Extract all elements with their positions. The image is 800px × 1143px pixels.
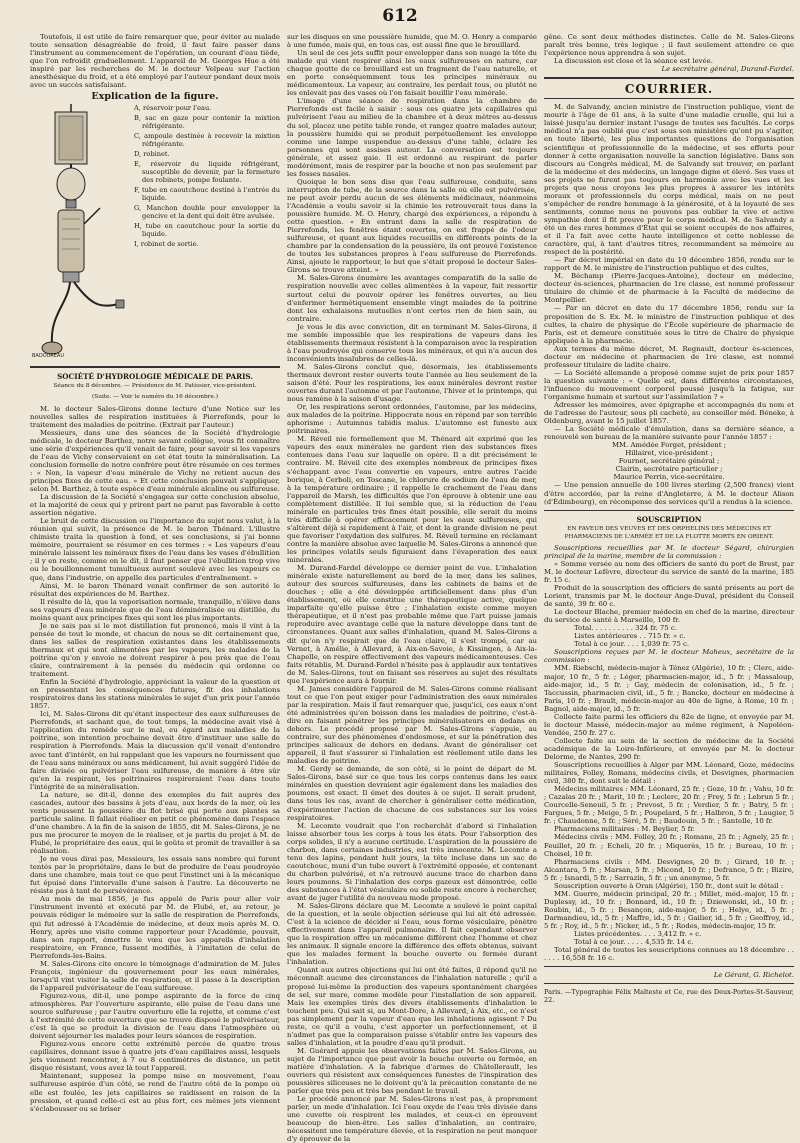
body-paragraph: — Une pension annuelle de 100 livres sterling (2,500 francs) vient d'être accordée, par la reine d'Angleterre, à M. le docteur Alison (d'Édimbourg), en récompense des services qu'il a rendus à la science. xyxy=(544,481,794,506)
bureau-member: Maurice Perrin, vice-secrétaire. xyxy=(613,473,725,482)
body-paragraph: — Par décret impérial en date du 10 décembre 1856, rendu sur le rapport de M. le ministre de l'instruction publique et des cultes, xyxy=(544,256,794,273)
total-value: 4,535 fr. 14 c. xyxy=(645,938,694,947)
body-paragraph: Pharmaciens militaires : M. Beylier, 5 fr. xyxy=(554,825,695,834)
body-paragraph: Collecte faite parmi les officiers du 82e de ligne, et envoyée par M. le docteur Massé, médecin-major au même régiment, à Napoléon-Vendée, 250 fr. 27 c. xyxy=(544,712,794,737)
refrigeration-apparatus-illustration xyxy=(30,104,130,359)
body-paragraph: Je ne vous dirai pas, Messieurs, les essais sans nombre qui furent tentés par le propriétaire, dans le but de produire de l'eau poudroyée dans une chambre, mais tout ce que peut l'instinct uni à la mécanique fut épuisé dans l'intervalle d'une saison à l'autre. La découverte ne résiste pas à tant de persévérance. xyxy=(30,855,280,896)
legend-item: G, Manchon double pour envelopper la gencive et la dent qui doit être avulsée. xyxy=(134,204,280,221)
total-label: Total à ce jour. . . . xyxy=(574,640,639,649)
body-paragraph: M. Béchamp (Pierre-Jacques-Antoine), docteur en médecine, docteur ès-sciences, pharmacien de 1re classe, est nommé professeur titulaire de chimie et de pharmacie à la Faculté de médecine de Montpellier. xyxy=(544,272,794,305)
body-paragraph: Ici, M. Sales-Girons dit qu'étant inspecteur des eaux sulfureuses de Pierrefonds, et sachant que, de tout temps, la médecine avait visé à l'application du remède sur le mal, eu égard aux maladies de la poitrine, son intention prochaine devait être d'instituer une salle de respiration à Pierrefonds. Mais la discussion qu'il venait d'entendre avec tant d'intérêt, en lui rappelant que les vapeurs ne fournissent que de l'eau sans minéraux ou sans médicament, lui avait suggéré l'idée de faire divisée ou pulvériser l'eau sulfureuse, de manière à être sûr qu'en la respirant, les poitrinaires respireraient l'eau dans toute l'intégrité de sa minéralisation. xyxy=(30,710,280,791)
gerant-signature: Le Gérant, G. Richelot. xyxy=(713,971,794,980)
body-paragraph: Figurez-vous encore cette extrémité percée de quatre trous capillaires, donnant issue à quatre jets d'eau capillaires aussi, lesquels jets viennent rencontrer, à 7 ou 8 centimètres de distance, un petit disque résistant, vous avez là tout l'appareil. xyxy=(30,1040,280,1073)
total-line xyxy=(544,624,794,632)
body-paragraph: Adresser les mémoires, avec épigraphe et accompagnés du nom et de l'adresse de l'auteur, sous pli cacheté, au conseiller méd. Béneke, à Oldenburg, avant le 15 juillet 1857. xyxy=(544,401,794,426)
body-paragraph: Produit de la souscription des officiers de santé présents au port de Lorient, transmis par M. le docteur Ange-Duval, président du Conseil de santé, 39 fr. 60 c. xyxy=(544,584,794,609)
figure-legend xyxy=(134,104,280,250)
society-continued: (Suite. — Voir le numéro du 16 décembre.) xyxy=(92,394,218,401)
section-divider xyxy=(544,966,794,967)
body-paragraph: — Par un décret en date du 17 décembre 1856, rendu sur la proposition de S. Ex. M. le ministre de l'instruction publique et des cultes, la chaire de physique de l'École supérieure de pharmacie de Paris, est et demeure constituée sous le titre de Chaire de physique appliquée à la pharmacie. xyxy=(544,304,794,345)
body-paragraph: Maintenant, supposez la pompe mise en mouvement, l'eau sulfureuse aspirée d'un côté, se rend de l'autre côté de la pompe où elle est foulée, les jets capillaires se raidissent en raison de la pression, et quand celle-ci est au plus fort, ces mêmes jets viennent s'éclabousser ou se briser xyxy=(30,1072,280,1113)
bureau-member: Clairin, secrétaire particulier ; xyxy=(615,465,723,474)
printer-imprint: Paris. —Typographie Félix Malteste et Ce, rue des Deux-Portes-St-Sauveur, 22. xyxy=(544,988,794,1005)
legend-item: C, ampoule destinée à recevoir la mixtion réfrigérante. xyxy=(134,132,280,149)
body-paragraph: M. le docteur Sales-Girons donne lecture d'une Notice sur les nouvelles salles de respiration instituées à Pierrefonds, pour le traitement des maladies de poitrine. (Extrait par l'auteur.) xyxy=(30,404,280,429)
body-paragraph: L'image d'une séance de respiration dans la chambre de Pierrefonds est facile à saisir : sous ces quatre jets capillaires qui pulvérisent l'eau au milieu de la chambre et à deux mètres au-dessus du sol, placez une petite table ronde, et rangez quatre malades autour, la poussière humide qui se produit perpétuellement les enveloppe comme une lampe suspendue au-dessus d'une table, éclaire les personnes qui sont assises autour. La conversation est toujours générale, et assez gaie. Il est ordonné au respirant de parler modérément, mais de respirer par la bouche et non pas seulement par les fosses nasales. xyxy=(287,97,537,178)
body-paragraph: Or, les respirations seront ordonnées, l'automne, par les médecins, aux malades de la poitrine. Hippocrate nous en répond par son terrible aphorisme : Autumnus tabidis malus. L'automne est funeste aux poitrinaires. xyxy=(287,403,537,436)
body-paragraph: La discussion de la Société s'engagea sur cette conclusion absolue, et la majorité de ceux qui y prirent part ne parut pas favorable à cette assertion négative. xyxy=(30,493,280,518)
body-paragraph: Quoique le bon sens dise que l'eau sulfureuse, conduite, sans interruption de tube, de la source dans la salle où elle est pulvérisée, ne peut avoir perdu aucun de ses éléments médicinaux, néanmoins l'Académie a voulu savoir si la chimie les retrouverait tous dans la poussière humide. M. O. Henry, chargé des expériences, a répondu à cette question. « En entrant dans la salle de respiration de Pierrefonds, les fenêtres étant ouvertes, on est frappé de l'odeur sulfureuse, et quant aux liquides recueillis en différents points de la chambre par la condensation de la poussière, ils ont prouvé l'existence de toutes les substances propres à l'eau sulfureuse de Pierrefonds. Ainsi, ajoute le rapporteur, le but que s'était proposé le docteur Sales-Girons se trouve atteint. » xyxy=(287,177,537,275)
body-paragraph: Le bruit de cette discussion ou l'importance du sujet nous valut, à la réunion qui suivit, la présence de M. le baron Thénard. L'illustre chimiste traita la question à fond, et ses conclusions, si j'ai bonne mémoire, pourraient se résumer en ces termes : « Les vapeurs d'eau minérale laissent les minéraux fixes de l'eau dans les vases d'ébullition ; il y en reste, comme on le dit, il faut penser que l'ébullition trop vive ou le bouillonnement tumultueux auront soulevé avec les vapeurs ce que, dans l'industrie, on appelle des particules d'entraînement. » xyxy=(30,517,280,582)
body-paragraph: sur les disques en une poussière humide, que M. O. Henry a comparée à une fumée, mais qui, en tous cas, est aussi fine que le brouillard. xyxy=(287,33,537,50)
body-paragraph: — La Société allemande a proposé comme sujet de prix pour 1857 la question suivante : « Quelle est, dans différentes circonstances, l'influence du mouvement corporel poussé jusqu'à la fatigue, sur l'organisme humain et surtout sur l'assimilation ? » xyxy=(544,368,794,401)
body-paragraph: M. Sales-Girons énumère les avantages comparatifs de la salle de respiration nouvelle avec celles alimentées à la vapeur, fait ressortir surtout celui de pouvoir opérer les fenêtres ouvertes, au lieu d'enfermer hermétiquement ensemble vingt malades de la poitrine dont les exhalaisons mutuelles n'ont certes rien de bien sain, au contraire. xyxy=(287,274,537,323)
body-paragraph: M. James considère l'appareil de M. Sales-Girons comme réalisant tout ce que l'on peut exiger pour l'administration des eaux minérales par la respiration. Mais il faut remarquer que, jusqu'ici, ces eaux n'ont été administrées qu'en boisson dans les maladies de poitrine, c'est-à-dire en faisant pénétrer les principes minéralisateurs en dedans en dehors. Le procédé proposé par M. Sales-Girons s'appuie, au contraire, sur des phénomènes d'endosmose, et sur la pénétration des principes salicaux de dehors en dedans. Avant de généraliser cet appareil, il faut s'assurer si l'inhalation est réellement utile dans les maladies de poitrine. xyxy=(287,684,537,766)
section-divider xyxy=(544,98,794,99)
bureau-member: Hillairet, vice-président ; xyxy=(625,449,713,458)
legend-item: B, sac en gaze pour contenir la mixtion réfrigérante. xyxy=(134,114,280,131)
column-3 xyxy=(544,33,794,1093)
maker-credit: BADOUREAU xyxy=(32,353,65,360)
body-paragraph: Je vous le dis avec conviction, dit en terminant M. Sales-Girons, il me semble impossible que les respirations de vapeurs dans les établissements thermaux résistent à la comparaison avec la respiration à l'eau poudroyée qui conserve tous les minéraux, et qui n'a aucun des inconvénients insalubres de celles-là. xyxy=(287,322,537,363)
section-divider xyxy=(30,366,280,368)
body-paragraph: Souscription ouverte à Oran (Algérie), 150 fr., dont suit le détail : xyxy=(554,881,784,890)
total-label: Listes antérieures . . xyxy=(574,632,646,641)
general-total: Total général de toutes les souscriptions connues au 18 décembre . . . . . . 16,558 fr. 16 c. xyxy=(544,946,794,963)
figure-block xyxy=(30,104,280,362)
body-paragraph: M. Sales-Girons déclare que M. Lecomte a soulevé le point capital de la question, et la seule objection sérieuse qui lui ait été adressée. C'est à la science de décider si l'eau, sous forme vésiculaire, pénètre effectivement dans l'appareil pulmonaire. Il fait cependant observer que la respiration offre un mécanisme différent chez l'homme et chez les animaux. Il signale encore la différence des effets obtenus, suivant que les malades ferment la bouche ouverte ou fermée durant l'inhalation. xyxy=(287,902,537,967)
body-paragraph: MM. Riebschl, médecin-major à Ténez (Algérie), 10 fr. ; Clerc, aide-major, 10 fr., 5 fr. ; Léger, pharmacien-major, id., 5 fr. ; Massaloup, aide-major, id., 5 fr. ; Gay, médecin de colonisation, id., 5 fr. ; Taccussin, pharmacien civil, id., 5 fr. ; Bancke, docteur en médecine à Paris, 10 fr. ; Brault, médecin-major au 40e de ligne, à Rome, 10 fr. ; Bagnol, aide-major, id., 5 fr. xyxy=(544,664,794,713)
bureau-member: MM. Amédée Forget, président ; xyxy=(611,441,727,450)
body-paragraph: M. de Salvandy, ancien ministre de l'instruction publique, vient de mourir à l'âge de 61 ans, à la suite d'une maladie cruelle, qui lui a laissé jusqu'au dernier instant l'usage de toutes ses facultés. Le corps médical n'a pas oublié que c'est sous son ministère qu'ont pu s'agiter, en toute liberté, les plus importantes questions de l'organisation scientifique et professionnelle de la médecine, et ses efforts pour donner à cette organisation nouvelle la sanction législative. Dans son discours au Congrès médical, M. de Salvandy sut trouver, en parlant de la médecine et des médecins, un langage digne et élevé. Ses vues et ses projets ne furent pas toujours en harmonie avec les vues et les projets que nous croyons les plus propres à assurer les intérêts moraux et professionnels du corps médical, mais on ne peut s'empêcher de rendre hommage à la générosité, et à la loyauté de ses sentiments, comme nous ne pouvons pas oublier la vive et active sympathie dont il fit preuve pour le corps médical. M. de Salvandy a été un des rares hommes d'État qui se soient occupés de nos affaires, et il l'a fait avec cette haute intelligence et cette noblesse de caractère, qui, à tant d'autres titres, recommandent sa mémoire au respect de la postérité. xyxy=(544,103,794,257)
total-label: Total à ce jour. . . . . xyxy=(574,938,643,947)
body-paragraph: MM. Guerre, médecin principal, 20 fr. ; Millet, méd.-major, 15 fr. ; Duplessy, id., 10 fr. ; Bonnard, id., 10 fr. ; Dziewonski, id., 10 fr. ; Roubin, id., 5 fr. ; Besançon, aide-major, 5 fr. ; Helye, id., 5 fr. ; Darmandieu, id., 5 fr. ; Maffre, id., 5 fr. ; Gailier, id., 5 fr. ; Geoffroy, id., 5 fr. ; Roy, id., 5 fr. ; Nicker, id., 5 fr. ; Rodes, médecin-major, 15 fr. xyxy=(544,889,794,930)
total-value: 1,039 fr. 75 c. xyxy=(640,640,690,649)
body-paragraph: Médecins militaires : MM. Léonard, 25 fr. ; Goze, 10 fr. ; Vahu, 10 fr. ; Cazalas 20 fr. ; Marit, 10 fr. ; Leclerc, 20 fr. ; Frey, 5 fr. ; Lebrun 5 fr. ; Courcelle-Seneuil, 5 fr. ; Prevost, 5 fr. ; Verdier, 5 fr. ; Batry, 5 fr. ; Fargues, 5 fr. ; Meige, 5 fr. ; Poupelard, 5 fr. ; Halbron, 5 fr. ; Laugier, 5 fr. ; Chaudonne, 5 fr. ; Séré, 5 fr. ; Baudouin, 5 fr. ; Santelle, 10 fr. xyxy=(544,785,794,826)
total-label: Total. . . . . . . . . . xyxy=(574,624,633,633)
body-paragraph: Pharmaciens civils : MM. Desvignes, 20 fr. ; Girard, 10 fr. ; Alcantara, 5 fr. ; Marsan, 5 fr. ; Micond, 10 fr. ; Defrance, 5 fr. ; Bizire, 5 fr. ; Isnardi, 5 fr. ; Sarrazin, 5 fr. ; un anonyme, 5 fr. xyxy=(544,857,794,882)
body-paragraph: M. Gerdy se demande, de son côté, si le point de départ de M. Sales-Girons, basé sur ce que tous les corps contenus dans les eaux minérales en question devraient agir également dans les maladies des poumons, est exact. Il émet des doutes à ce sujet. Il serait prudent, dans tous les cas, avant de chercher à généraliser cette médication, d'expérimenter l'action de chacune de ces substances sur les voies respiratoires. xyxy=(287,765,537,822)
intro-paragraph: Toutefois, il est utile de faire remarquer que, pour éviter au malade toute sensation désagréable de froid, il faut faire passer dans l'instrument au commencement de l'opération, un courant d'eau tiède, que l'on refroidit graduellement. L'appareil de M. Georges Hue a été inspiré par les recherches de M. le docteur Velpeau sur l'action anesthésique du froid, et a été employé par l'auteur pendant deux mois avec un succès satisfaisant. xyxy=(30,33,281,90)
section-divider xyxy=(544,77,794,79)
legend-item: I, robinet de sortie. xyxy=(134,240,199,249)
body-paragraph: Médecins civils : MM. Folley, 20 fr. ; Romane, 25 fr. ; Agnely, 25 fr. ; Feuillet, 20 fr. ; Echeli, 20 fr. ; Miquerès, 15 fr. ; Bureau, 10 fr. ; Choisel, 10 fr. xyxy=(544,833,794,858)
body-paragraph: « Somme versée au nom des officiers de santé du port de Brest, par M. le docteur Lefèvre, directeur du service de santé de la marine, 185 fr. 15 c. xyxy=(544,559,794,584)
body-paragraph: Aux termes du même décret, M. Regnault, docteur ès-sciences, docteur en médecine et pharmacien de 1re classe, est nommé professeur titulaire de ladite chaire. xyxy=(544,344,794,369)
column-2 xyxy=(287,33,538,1143)
body-paragraph: M. Lecomte voudrait que l'on recherchât d'abord si l'inhalation laisse absorber tous les corps à tous les états. Pour l'absorption des corps solides, il n'y a aucune certitude. L'aspiration de la poussière de charbon, dans certaines industries, est très innocente. M. Lecomte a tenu des lapins, pendant huit jours, la tête incluse dans un sac de caoutchouc, muni d'un tube ouvert à l'extrémité opposée, et contenant du charbon pulvérisé, et n'a retrouvé aucune trace de charbon dans leurs poumons. Si l'inhalation des corps gazeux est démontrée, celle des substances à l'état vésiculaire ou solide reste encore à rechercher, avant de juger l'utilité du nouveau mode proposé. xyxy=(287,821,537,903)
body-paragraph: La discussion est close et la séance est levée. xyxy=(554,57,713,66)
body-paragraph: La nature, se dit-il, donne des exemples du fait auprès des cascades, autour des bassins à jets d'eau, aux bords de la mer, où les vents poussent la poussière du flot brisé qui porte aux plantes sa particule saline. Il fallait réaliser en petit ce phénomène dans l'espace d'une chambre. A la fin de la saison de 1855, dit M. Sales-Girons, je ne pus me procurer le moyen de le réaliser, et je partis du projet à M. de Flubé, le propriétaire des eaux, qui le goûta et promit de travailler à sa réalisation. xyxy=(30,790,280,856)
body-paragraph: M. Guérard appuie les observations faites par M. Sales-Girons, au sujet de l'importance que peut avoir la bouche ouverte ou fermée, en matière d'inhalation. A la fabrique d'armes de Châtellerault, les ouvriers qui résistent aux conséquences funestes de l'inspiration des poussières siliceuses ne le doivent qu'à la précaution constante de ne parler que très peu et très bas pendant le travail. xyxy=(287,1046,537,1096)
souscription-heading: SOUSCRIPTION xyxy=(636,514,702,524)
total-value: 3,412 fr. » c. xyxy=(657,930,702,939)
body-paragraph: Ainsi, M. le baron Thénard venait confirmer de son autorité le résultat des expériences de M. Barthez. xyxy=(30,581,280,598)
total-label: Listes précédentes. . . . xyxy=(574,930,656,939)
body-paragraph: Je ne sais pas si le mot distillation fut prononcé, mais il vint à la pensée de tout le monde, et chacun de nous se dit certainement que, dans les salles de respiration existantes dans les établissements thermaux et qui sont alimentées par les vapeurs, les malades de la poitrine qu'on y envoie ne doivent respirer à peu près que de l'eau claire, contrairement à la pensée du médecin qui ordonne ce traitement. xyxy=(30,621,280,679)
section-divider xyxy=(544,510,794,511)
society-title: SOCIÉTÉ D'HYDROLOGIE MÉDICALE DE PARIS. xyxy=(57,372,253,382)
column-1 xyxy=(30,33,281,1113)
section-divider xyxy=(544,983,794,984)
body-paragraph: Enfin la Société d'hydrologie, appréciant la valeur de la question et en pressentant les conséquences futures, fit des inhalations respiratoires dans les stations minérales le sujet d'un prix pour l'année 1857. xyxy=(30,678,280,711)
total-value: 715 fr. » c. xyxy=(648,632,686,641)
body-paragraph: Un seul de ces jets suffit pour envelopper dans son nuage la tête du malade qui vient respirer ainsi les eaux sulfureuses en nature, car chaque goutte de ce brouillard est un fragment de l'eau naturelle, et en porte conséquemment tous les principes minéraux ou médicamenteux. La vapeur, au contraire, les perdait tous, ou plutôt ne les enlevait pas des vases où l'on faisait bouillir l'eau minérale. xyxy=(287,49,537,98)
body-paragraph: M. Durand-Fardel développe ce dernier point de vue. L'inhalation minérale existe naturellement au bord de la mer, dans les salines, autour des sources sulfureuses, dans les cabinets de bains et de douches ; elle a été développée artificiellement dans plus d'un établissement, où elle constitue une thérapeutique active, quelque imparfaite qu'elle puisse être ; l'inhalation existe comme moyen thérapeutique, et il n'est pas probable même que l'art puisse jamais reproduire avec avantage celle que la nature développe dans tant de circonstances. Quant aux salles d'inhalation, quand M. Sales-Girons a dit qu'on n'y respirait que de l'eau claire, il s'est trompé, car au Vernet, à Amélie, à Allevard, à Aix-en-Savoie, à Kissingen, à Aix-la-Chapelle, on respire effectivement des vapeurs médicamenteuses. Ces faits rétablis, M. Durand-Fardel n'hésite pas à applaudir aux tentatives de M. Sales-Girons, tout en faisant ses réserves au sujet des résultats que l'expérience aura à fournir. xyxy=(287,564,537,685)
legend-item: F, tube en caoutchouc destiné à l'entrée du liquide. xyxy=(134,186,280,203)
body-paragraph: Le procédé annoncé par M. Sales-Girons n'est pas, à proprement parler, un mode d'inhalation. Ici l'eau oxyde de l'eau très divisée dans une cuvette où respirent les malades, et ceux-ci en éprouvent beaucoup de bien-être. Les salles d'inhalation, au contraire, nécessitent une température élevée, et la respiration ne peut manquer d'y éprouver de la xyxy=(287,1095,537,1143)
body-paragraph: Figurez-vous, dit-il, une pompe aspirante de la force de cinq atmosphères. Par l'ouverture aspirante, elle puise de l'eau dans une source sulfureuse ; par l'autre ouverture elle la rejette, et comme c'est à l'extrémité de cette ouverture que se trouve disposé le pulvérisateur, c'est là que se produit la division de l'eau dans l'atmosphère où doivent séjourner les malades pour leurs séances de respiration. xyxy=(30,991,280,1041)
body-paragraph: — La Société médicale d'émulation, dans sa dernière séance, a renouvelé son bureau de la manière suivante pour l'année 1857 : xyxy=(544,425,794,442)
page-number: 612 xyxy=(382,6,418,26)
legend-item: H, tube en caoutchouc pour la sortie du liquide. xyxy=(134,222,280,239)
body-paragraph: Il résulte de là, que la vaporisation normale, tranquille, n'élève dans ses vapeurs d'eau minérale que de l'eau déminéralisée ou distillée, du moins quant aux principes fixes qui sont les plus importants. xyxy=(30,597,280,622)
legend-item: A, réservoir pour l'eau. xyxy=(134,104,212,113)
body-paragraph: Le docteur Blache, premier médecin en chef de la marine, directeur du service de santé à Marseille, 100 fr. xyxy=(544,608,794,625)
body-paragraph: gêne. Ce sont deux méthodes distinctes. Celle de M. Sales-Girons paraît très bonne, très logique ; il faut seulement attendre ce que l'expérience nous apprendra à son sujet. xyxy=(544,33,794,58)
secretary-signature: Le secrétaire général, Durand-Fardel. xyxy=(661,65,794,74)
legend-item: E, réservoir du liquide réfrigérant, susceptible de devenir, par la fermeture des robinets, pompe foulante. xyxy=(134,160,280,185)
body-paragraph: M. Sales-Girons conclut que, désormais, les établissements thermaux devront rester ouverts toute l'année au lieu seulement de la saison d'été. Pour les respirations, les eaux minérales devront rester ouvertes durant l'automne et par l'automne, l'hiver et le printemps, qui nous ramène à la saison d'usage. xyxy=(287,362,537,404)
body-paragraph: Au mois de mai 1856, je fus appelé de Paris pour aller voir l'instrument inventé et exécuté par M. de Flubé, et, au retour, je pouvais rédiger le mémoire sur la salle de respiration de Pierrefonds, qui fut adressé à l'Académie de médecine, et deux mois après M. O. Henry, après une visite comme rapporteur pour l'Académie, pouvait, dans son rapport, émettre le vœu que les appareils d'inhalation respiratoire, en France, fussent modifiés, à l'imitation de celui de Pierrefonds-les-Bains. xyxy=(30,895,280,960)
legend-item: D, robinet. xyxy=(134,150,170,159)
souscription-subtitle: EN FAVEUR DES VEUVES ET DES ORPHELINS DES MÉDECINS ET PHARMACIENS DE L'ARMÉE ET DE LA FLOTTE MORTS EN ORIENT. xyxy=(564,525,774,540)
body-paragraph: Collecte faite au sein de la section de médecine de la Société académique de la Loire-Inférieure, et envoyée par M. le docteur Delorme, de Nantes, 290 fr. xyxy=(544,736,794,761)
body-paragraph: M. Sales-Girons cite encore le témoignage d'admiration de M. Jules François, ingénieur du gouvernement pour les eaux minérales, lorsqu'il vint visiter la salle de respiration, et il passe à la description de l'appareil pulvérisateur de l'eau sulfureuse. xyxy=(30,959,280,992)
society-session: Séance du 8 décembre. — Présidence de M. Patissier, vice-président. xyxy=(53,383,257,390)
total-line xyxy=(544,640,794,648)
body-paragraph: Souscriptions recueillies à Alger par MM. Léonard, Goze, médecins militaires, Folley, Romans, médecins civils, et Desvignes, pharmacien civil, 380 fr., dont suit le détail : xyxy=(544,761,794,786)
body-paragraph: M. Réveil nie formellement que M. Thénard ait exprimé que les vapeurs des eaux minérales ne gardent rien des substances fixes contenues dans l'eau sur laquelle on opère. Il a dit précisément le contraire. M. Réveil cite des exemples nombreux de principes fixes s'échappant avec l'eau convertie en vapeurs, entre autres l'acide borique, à Cerboli, en Toscane, le chlorure de sodium de l'eau de mer, à la température ordinaire ; il rappelle le crachement de l'eau dans l'appareil de Marsh, les difficultés que l'on éprouve à obtenir une eau complètement distillée. Il lui semble que, si la réduction de l'eau minérale en particules très fines était possible, elle serait du moins très difficile à opérer efficacement pour les eaux sulfureuses, qui s'altèrent déjà si rapidement à l'air, et dont la grande division ne peut que favoriser l'oxydation des sulfures. M. Réveil termine en réclamant contre la manière absolue avec laquelle M. Sales-Girons a annoncé que les principes volatils seuls figuraient dans l'évaporation des eaux minérales. xyxy=(287,435,538,565)
figure-heading: Explication de la figure. xyxy=(91,91,219,103)
body-paragraph: Souscriptions reçues par M. le docteur Maheux, secrétaire de la commission : xyxy=(544,648,794,665)
body-paragraph: Messieurs, dans une des séances de la Société d'hydrologie médicale, le docteur Barthez, notre savant collègue, vous fit connaître une série d'expériences qu'il venait de faire, pour savoir si les vapeurs de l'eau de Vichy conservaient en cet état toute la minéralisation. La conclusion formelle de notre confrère peut être résumée en ces termes : « Non, la vapeur d'eau minérale de Vichy ne retient aucun des principes fixes de cette eau. » Et cette conclusion pouvait s'appliquer, selon M. Barthez, à toute espèce d'eau minérale alcaline ou sulfureuse. xyxy=(30,428,280,493)
body-paragraph: Quant aux autres objections qui lui ont été faites, il répond qu'il ne méconnaît aucune des circonstances de l'inhalation naturelle ; qu'il a proposé lui-même la production des vapeurs spontanément chargées de sel, sur mare, comme modèle pour l'installation de son appareil. Mais les exemples tirés des divers établissements d'inhalation le touchent peu. Qui sait si, au Mont-Dore, à Allevard, à Aix, etc., ce n'est pas simplement par la vapeur d'eau que les inhalations agissent ? Du reste, ce qu'il a voulu, c'est apporter un perfectionnement, et il n'admet pas que la comparaison puisse s'établir entre les vapeurs des salles d'inhalation, et la poudre d'eau qu'il produit. xyxy=(287,966,537,1047)
courrier-heading: COURRIER. xyxy=(624,82,714,97)
bureau-member: Fournet, secrétaire général ; xyxy=(618,457,720,466)
total-line xyxy=(544,930,794,938)
body-paragraph: Souscriptions recueillies par M. le docteur Ségard, chirurgien principal de la marine, membre de la commission : xyxy=(544,543,794,560)
total-line xyxy=(544,938,794,946)
total-value: 324 fr. 75 c. xyxy=(635,624,677,633)
